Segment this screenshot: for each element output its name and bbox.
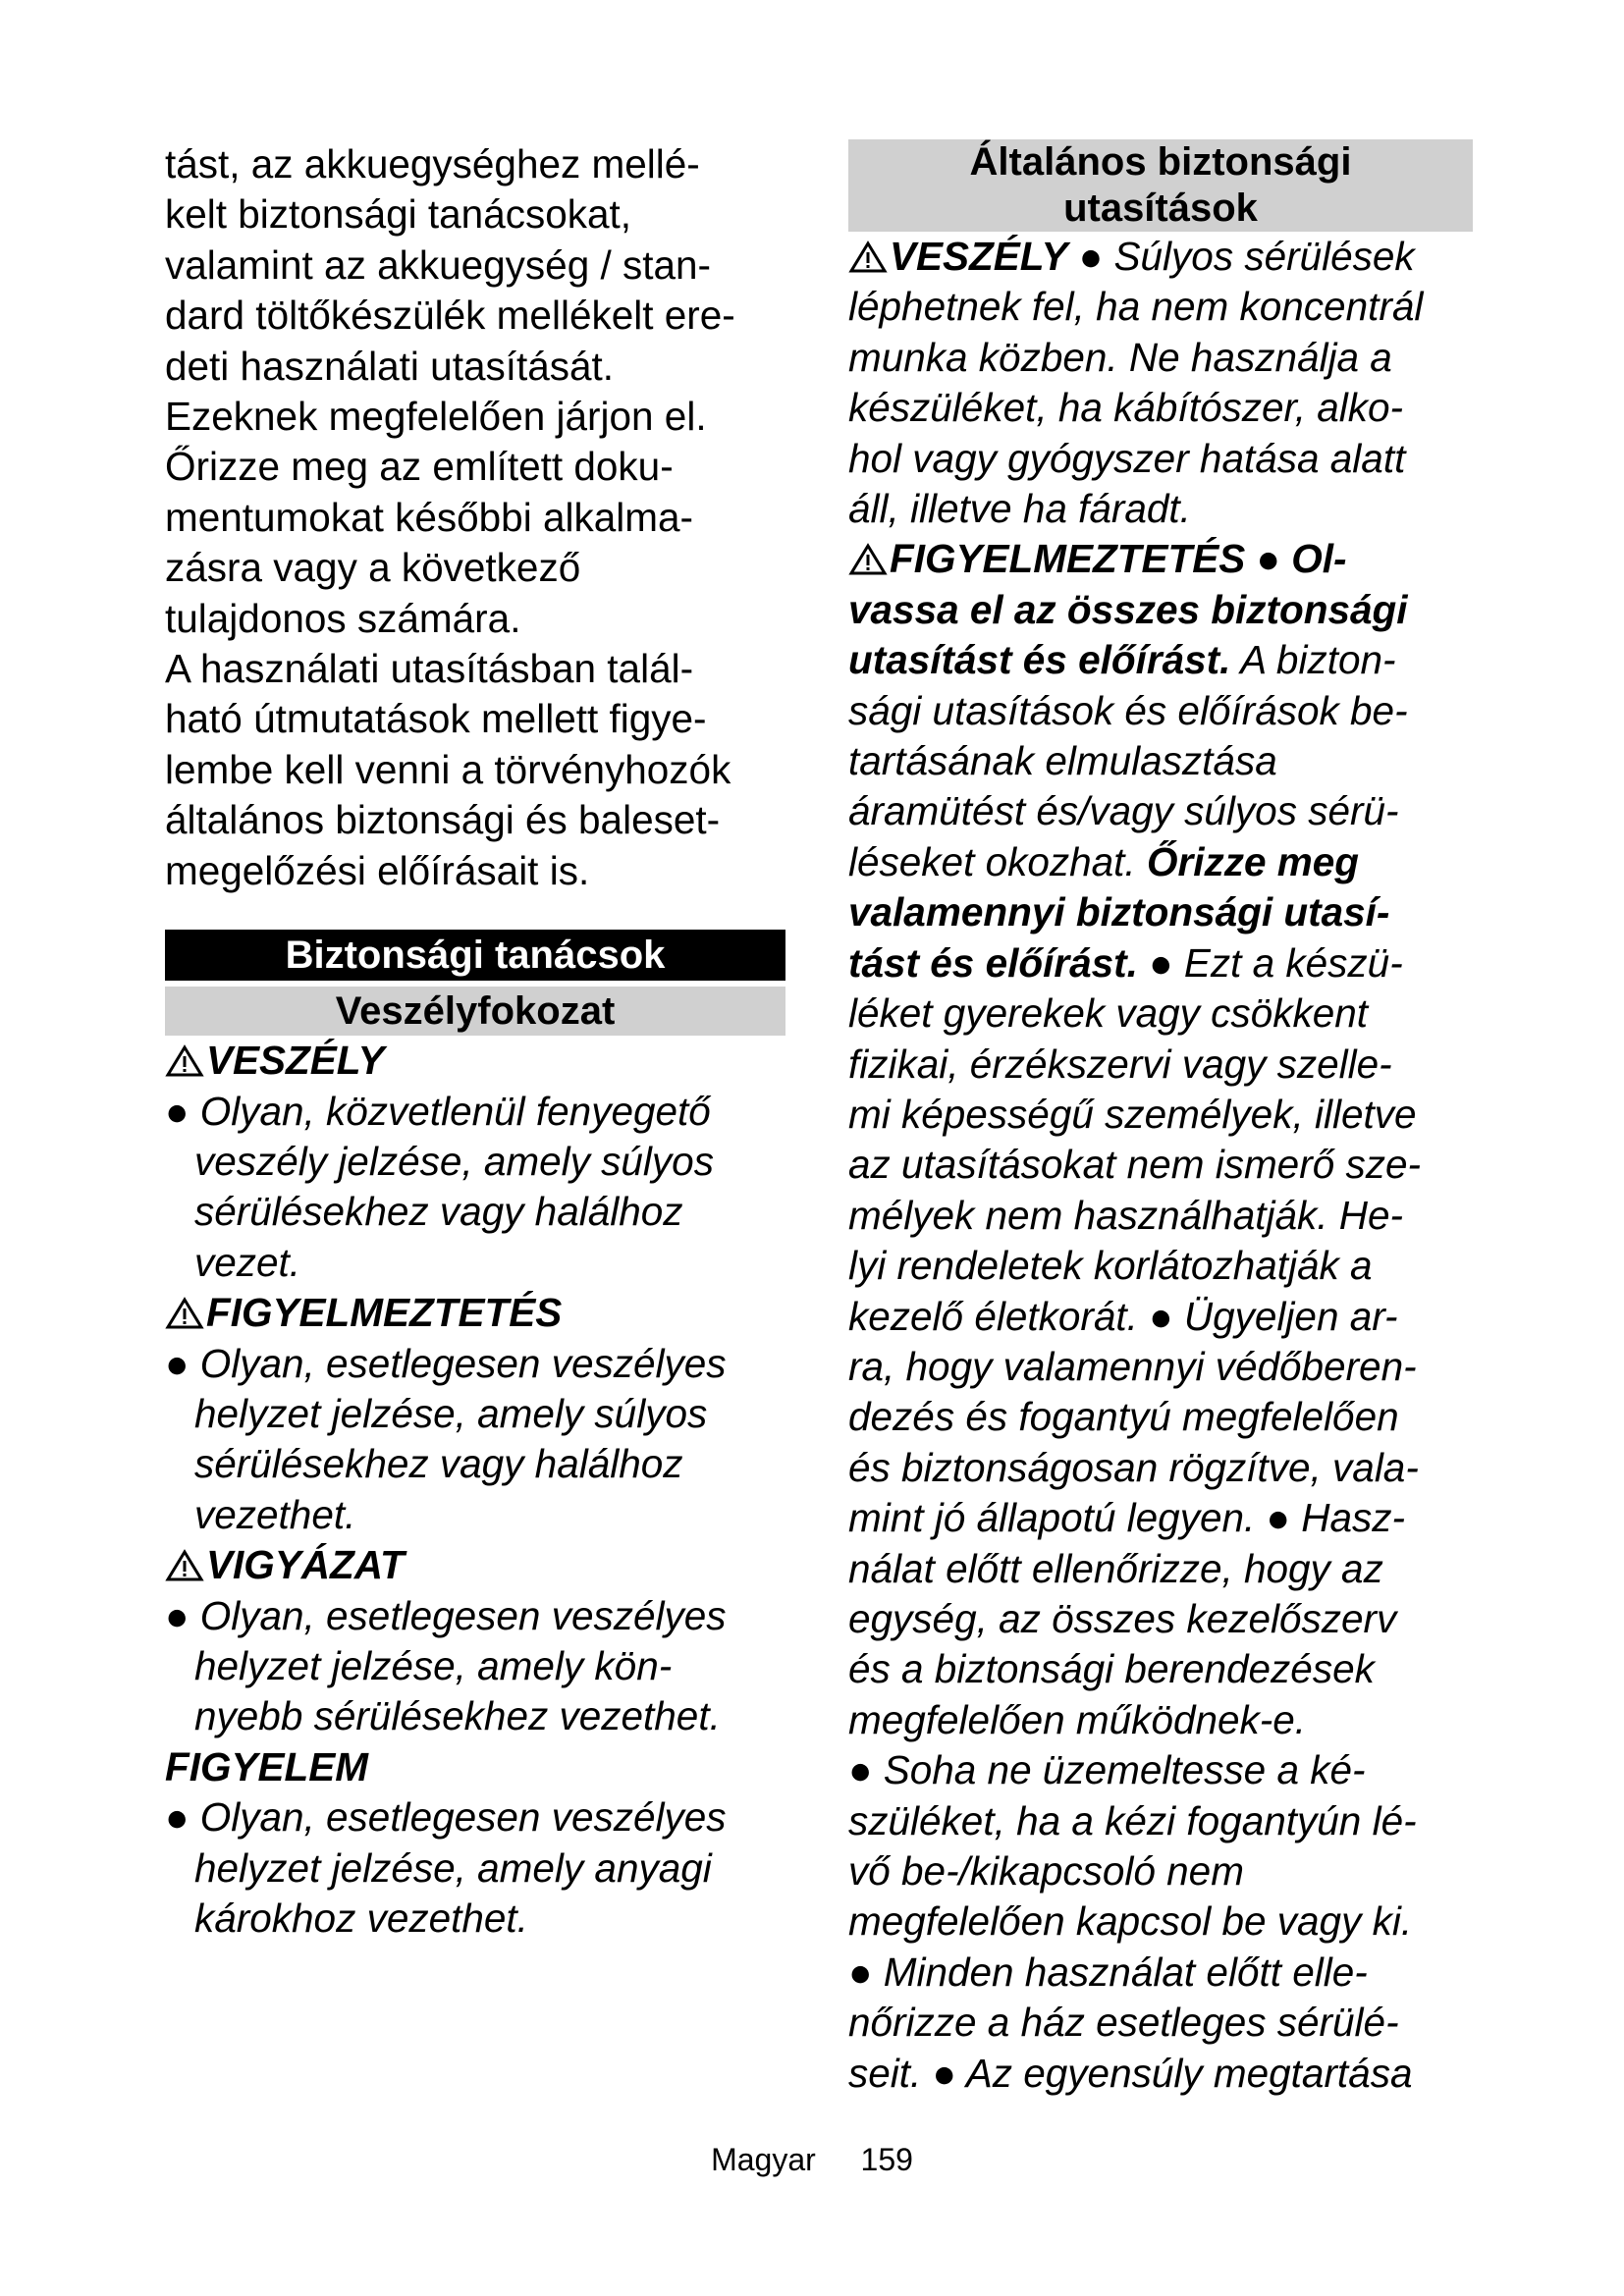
safety-rule-line: mi képességű személyek, illetve xyxy=(848,1091,1417,1137)
safety-rule-line: ● Minden használat előtt elle- xyxy=(848,1949,1368,1995)
safety-rule-line: szüléket, ha a kézi fogantyún lé- xyxy=(848,1797,1417,1843)
hazard-level-description-line: sérülésekhez vagy halálhoz xyxy=(194,1441,683,1487)
safety-rule-line: egység, az összes kezelőszerv xyxy=(848,1595,1397,1641)
safety-rule-line: kezelő életkorát. ● Ügyeljen ar- xyxy=(848,1293,1398,1339)
warning-label: FIGYELMEZTETÉS xyxy=(890,536,1246,582)
danger-text-start: ● Súlyos sérülések xyxy=(1067,234,1415,279)
hazard-level-description-line: vezet. xyxy=(194,1239,301,1285)
safety-rule-line: seit. ● Az egyensúly megtartása xyxy=(848,2050,1413,2096)
warning-text-start: ● Ol- xyxy=(1245,536,1347,582)
hazard-level-label: FIGYELEM xyxy=(165,1743,369,1789)
hazard-level-title xyxy=(165,1288,785,1338)
hazard-level-description-line: veszély jelzése, amely súlyos xyxy=(194,1138,714,1184)
warning-triangle-icon xyxy=(165,1297,204,1330)
hazard-levels xyxy=(165,1036,785,1944)
intro-line: A használati utasításban talál- xyxy=(165,646,694,692)
warning-line-3 xyxy=(848,635,1473,685)
danger-label: VESZÉLY xyxy=(890,234,1068,279)
hazard-level-description-line: helyzet jelzése, amely kön- xyxy=(194,1642,673,1688)
warning-normal-line-7: léseket okozhat. xyxy=(848,838,1147,884)
hazard-level-title xyxy=(165,1036,785,1086)
intro-line: tást, az akkuegységhez mellé- xyxy=(165,141,700,187)
warning-triangle-icon xyxy=(848,240,888,274)
danger-line: léphetnek fel, ha nem koncentrál xyxy=(848,284,1424,330)
hazard-level-description-line: ● Olyan, közvetlenül fenyegető xyxy=(165,1088,711,1134)
warning-bold-line-2: vassa el az összes biztonsági xyxy=(848,586,1408,632)
right-column xyxy=(848,139,1473,2099)
hazard-level-label: FIGYELMEZTETÉS xyxy=(206,1290,563,1336)
safety-rule-line: mélyek nem használhatják. He- xyxy=(848,1192,1404,1238)
hazard-level-title xyxy=(165,1742,785,1792)
hazard-level-description-line: ● Olyan, esetlegesen veszélyes xyxy=(165,1340,727,1386)
hazard-level-description-line: vezethet. xyxy=(194,1491,356,1537)
intro-line: ható útmutatások mellett figye- xyxy=(165,696,707,742)
safety-rule-line: és a biztonsági berendezések xyxy=(848,1646,1375,1692)
safety-rule-line: léket gyerekek vagy csökkent xyxy=(848,990,1369,1037)
hazard-level-label: VIGYÁZAT xyxy=(206,1542,405,1588)
hazard-level-description-line: sérülésekhez vagy halálhoz xyxy=(194,1189,683,1235)
hazard-level-description-line: helyzet jelzése, amely anyagi xyxy=(194,1844,712,1891)
danger-paragraph xyxy=(848,282,1473,534)
intro-line: deti használati utasítását. xyxy=(165,343,615,389)
hazard-level-label: VESZÉLY xyxy=(206,1038,385,1084)
danger-paragraph-first-line xyxy=(848,232,1473,282)
warning-line: tartásának elmulasztása xyxy=(848,738,1277,784)
warning-triangle-icon xyxy=(848,543,888,576)
warning-bold-line-9: tást és előírást. xyxy=(848,939,1138,986)
left-column xyxy=(165,139,785,1944)
safety-rule-line: megfelelően működnek-e. xyxy=(848,1696,1307,1742)
general-safety-heading xyxy=(848,139,1473,232)
safety-rule-line: és biztonságosan rögzítve, vala- xyxy=(848,1444,1419,1490)
warning-line: áramütést és/vagy súlyos sérü- xyxy=(848,788,1399,834)
hazard-level-description-line: károkhoz vezethet. xyxy=(194,1896,528,1941)
danger-line: munka közben. Ne használja a xyxy=(848,334,1392,380)
warning-line: sági utasítások és előírások be- xyxy=(848,687,1408,733)
safety-rule-line: ra, hogy valamennyi védőberen- xyxy=(848,1343,1417,1389)
intro-line: Őrizze meg az említett doku- xyxy=(165,444,674,490)
intro-line: általános biztonsági és baleset- xyxy=(165,797,721,843)
safety-rules-paragraph xyxy=(848,988,1473,2099)
hazard-level-title xyxy=(165,1540,785,1590)
intro-line: lembe kell venni a törvényhozók xyxy=(165,746,731,792)
footer-language: Magyar xyxy=(711,2142,816,2177)
intro-line: zásra vagy a következő xyxy=(165,545,581,591)
intro-line: valamint az akkuegység / stan- xyxy=(165,241,712,288)
danger-line: hol vagy gyógyszer hatása alatt xyxy=(848,435,1406,481)
hazard-level-description-line: nyebb sérülésekhez vezethet. xyxy=(194,1693,721,1739)
safety-rule-line: vő be-/kikapcsoló nem xyxy=(848,1848,1244,1894)
warning-paragraph xyxy=(848,686,1473,837)
warning-triangle-icon xyxy=(165,1044,204,1078)
warning-bold-line-3: utasítást és előírást. xyxy=(848,637,1231,683)
safety-rule-line: fizikai, érzékszervi vagy szelle- xyxy=(848,1041,1392,1087)
safety-rule-line: ● Soha ne üzemeltesse a ké- xyxy=(848,1747,1366,1793)
intro-line: mentumokat későbbi alkalma- xyxy=(165,494,693,540)
warning-bold-line-7: Őrizze meg xyxy=(1146,838,1360,884)
safety-rule-line: mint jó állapotú legyen. ● Hasz- xyxy=(848,1495,1405,1541)
general-safety-heading-line2: utasítások xyxy=(1063,187,1258,230)
safety-rule-line: nőrizze a ház esetleges sérülé- xyxy=(848,2000,1399,2046)
intro-line: dard töltőkészülék mellékelt ere- xyxy=(165,293,735,339)
intro-line: Ezeknek megfelelően járjon el. xyxy=(165,394,707,440)
warning-paragraph-first-line xyxy=(848,534,1473,584)
section-title-safety: Biztonsági tanácsok xyxy=(165,930,785,981)
warning-rest-line-9: ● Ezt a készü- xyxy=(1137,939,1403,986)
hazard-level-description-line: helyzet jelzése, amely súlyos xyxy=(194,1390,708,1436)
warning-line-7 xyxy=(848,837,1473,887)
warning-triangle-icon xyxy=(165,1549,204,1582)
warning-bold-line-8: valamennyi biztonsági utasí- xyxy=(848,889,1390,935)
warning-line-9 xyxy=(848,938,1473,988)
general-safety-heading-line1: Általános biztonsági xyxy=(969,140,1352,184)
safety-rule-line: megfelelően kapcsol be vagy ki. xyxy=(848,1898,1413,1945)
intro-line: kelt biztonsági tanácsokat, xyxy=(165,191,632,238)
intro-paragraph xyxy=(165,139,785,896)
page-footer xyxy=(0,2140,1624,2179)
intro-line: tulajdonos számára. xyxy=(165,595,521,641)
safety-rule-line: nálat előtt ellenőrizze, hogy az xyxy=(848,1545,1383,1591)
subsection-title-hazard-levels: Veszélyfokozat xyxy=(165,987,785,1036)
safety-rule-line: lyi rendeletek korlátozhatják a xyxy=(848,1243,1373,1289)
warning-rest-line-3: A bizton- xyxy=(1230,637,1396,683)
hazard-level-description-line: ● Olyan, esetlegesen veszélyes xyxy=(165,1794,727,1841)
intro-line: megelőzési előírásait is. xyxy=(165,847,590,893)
safety-rule-line: az utasításokat nem ismerő sze- xyxy=(848,1142,1421,1188)
danger-line: áll, illetve ha fáradt. xyxy=(848,486,1191,532)
safety-rule-line: dezés és fogantyú megfelelően xyxy=(848,1394,1399,1440)
page-number: 159 xyxy=(860,2142,913,2177)
hazard-level-description-line: ● Olyan, esetlegesen veszélyes xyxy=(165,1592,727,1638)
danger-line: készüléket, ha kábítószer, alko- xyxy=(848,385,1404,431)
